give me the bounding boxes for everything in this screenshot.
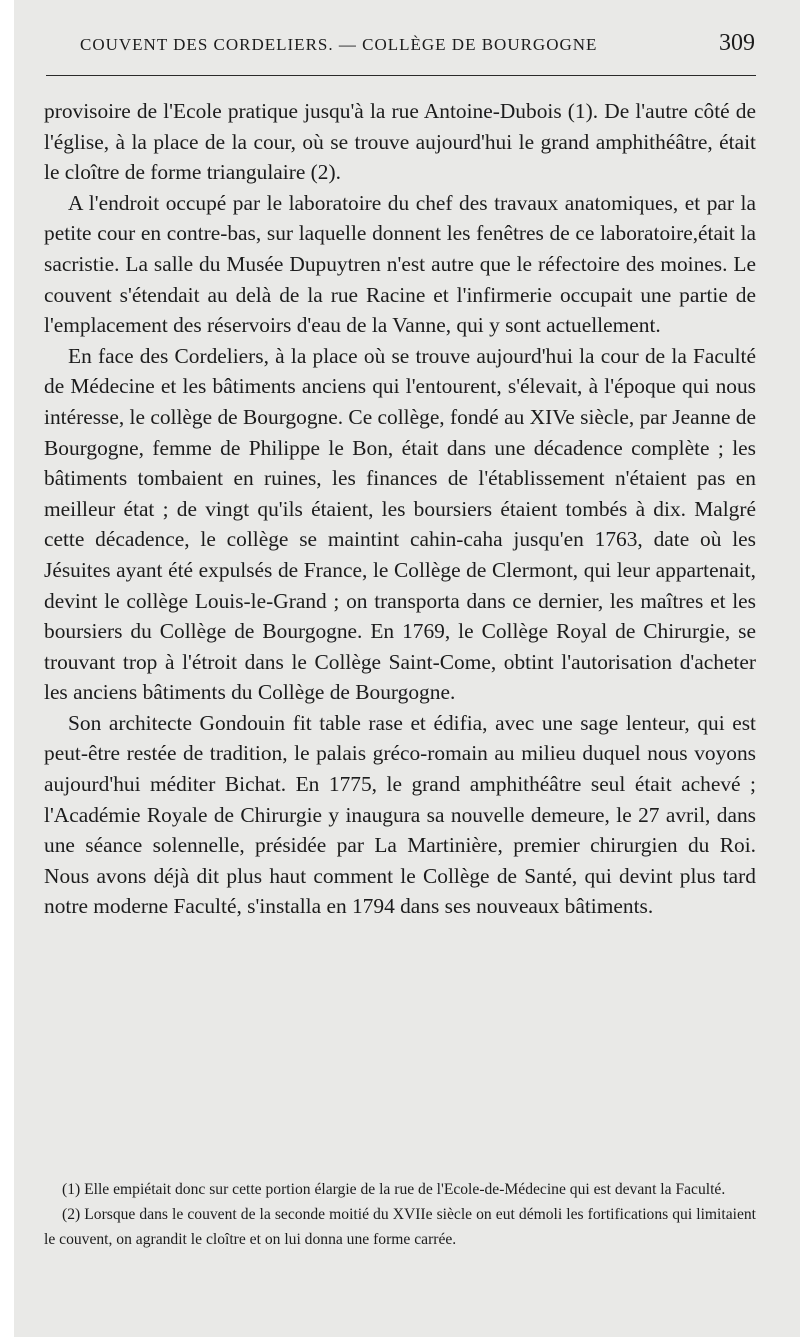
page-gutter [0,0,14,1337]
footnote-2: (2) Lorsque dans le couvent de la seconde moitié du XVIIe siècle on eut démoli les fortifications qui limitaient le couvent, on agrandit le cloître et on lui donna une forme carrée. [44,1205,756,1248]
paragraph: En face des Cordeliers, à la place où se trouve aujourd'hui la cour de la Faculté de Médecine et les bâtiments anciens qui l'entourent, s'élevait, à l'époque qui nous intéresse, le collège de Bourgogne. Ce collège, fondé au XIVe siècle, par Jeanne de Bourgogne, femme de Philippe le Bon, était dans une décadence complète ; les bâtiments tombaient en ruines, les finances de l'établissement n'étaient pas en meilleur état ; de vingt qu'ils étaient, les boursiers étaient tombés à dix. Malgré cette décadence, le collège se maintint cahin-caha jusqu'en 1763, date où les Jésuites ayant été expulsés de France, le Collège de Clermont, qui leur appartenait, devint le collège Louis-le-Grand ; on transporta dans ce dernier, les maîtres et les boursiers du Collège de Bourgogne. En 1769, le Collège Royal de Chirurgie, se trouvant trop à l'étroit dans le Collège Saint-Come, obtint l'autorisation d'acheter les anciens bâtiments du Collège de Bourgogne. [44,343,756,705]
paragraph-continued: provisoire de l'Ecole pratique jusqu'à la rue Antoine-Dubois (1). De l'autre côté de l'église, à la place de la cour, où se trouve aujourd'hui le grand amphithéâtre, était le cloître de forme triangulaire (2). [44,99,756,185]
paragraph: Son architecte Gondouin fit table rase et édifia, avec une sage lenteur, qui est peut-être restée de tradition, le palais gréco-romain au milieu duquel nous voyons aujourd'hui méditer Bichat. En 1775, le grand amphithéâtre seul était achevé ; l'Académie Royale de Chirurgie y inaugura sa nouvelle demeure, le 27 avril, dans une séance solennelle, présidée par La Martinière, premier chirurgien du Roi. Nous avons déjà dit plus haut comment le Collège de Santé, qui devint plus tard notre moderne Faculté, s'installa en 1794 dans ses nouveaux bâtiments. [44,710,756,919]
running-title: COUVENT DES CORDELIERS. — COLLÈGE DE BOURGOGNE [80,35,598,54]
paragraph: A l'endroit occupé par le laboratoire du chef des travaux anatomiques, et par la petite cour en contre-bas, sur laquelle donnent les fenêtres de ce laboratoire,était la sacristie. La salle du Musée Dupuytren n'est autre que le réfectoire des moines. Le couvent s'étendait au delà de la rue Racine et l'infirmerie occupait une partie de l'emplacement des réservoirs d'eau de la Vanne, qui y sont actuellement. [44,190,756,338]
page-number: 309 [719,30,755,56]
main-text [44,96,756,922]
header-rule [46,75,756,76]
running-header [80,30,755,62]
footnote-1: (1) Elle empiétait donc sur cette portion élargie de la rue de l'Ecole-de-Médecine qui est devant la Faculté. [62,1181,726,1198]
footnotes [44,1178,756,1252]
